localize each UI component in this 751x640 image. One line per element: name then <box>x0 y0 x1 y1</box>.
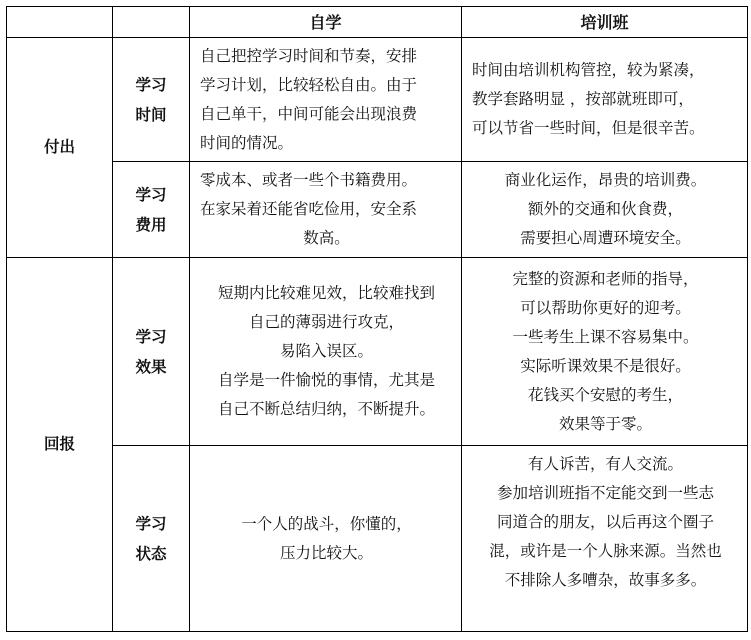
text-line: 混，或许是一个人脉来源。当然也 <box>489 542 722 560</box>
text-line: 商业化运作，昂贵的培训费。 <box>504 171 707 189</box>
header-row <box>7 7 748 38</box>
self-study-effect-cell <box>190 258 462 446</box>
comparison-table <box>6 6 748 632</box>
text-line: 自己把控学习时间和节奏，安排 <box>200 46 418 65</box>
sub-label-line: 学习 <box>135 514 167 533</box>
sub-label-cost <box>113 162 190 258</box>
text-line: 同道合的朋友，以后再这个圈子 <box>496 513 714 531</box>
text-line: 有人诉苦，有人交流。 <box>527 455 683 473</box>
sub-label-line: 状态 <box>135 544 167 563</box>
text-line: 教学套路明显 ，按部就班即可， <box>472 90 694 108</box>
training-effect-cell <box>462 258 748 446</box>
sub-label-effect <box>113 258 190 446</box>
text-line: 易陷入误区。 <box>279 342 373 360</box>
sub-label-line: 费用 <box>135 215 167 234</box>
sub-label-state <box>113 446 190 632</box>
comparison-table-wrapper <box>6 6 748 632</box>
text-line: 数高。 <box>303 229 350 247</box>
text-line: 花钱买个安慰的考生， <box>527 385 683 404</box>
sub-label-line: 效果 <box>135 357 167 376</box>
self-study-time-cell <box>190 38 462 162</box>
text-line: 自学是一件愉悦的事情，尤其是 <box>217 371 435 389</box>
text-line: 可以帮助你更好的迎考。 <box>520 298 691 317</box>
text-line: 时间由培训机构管控，较为紧凑， <box>472 61 705 79</box>
text-line: 自己的薄弱进行攻克， <box>248 313 404 331</box>
text-line: 自己单干，中间可能会出现浪费 <box>200 104 418 123</box>
sub-label-line: 时间 <box>135 105 167 124</box>
text-line: 时间的情况。 <box>200 133 294 152</box>
table-row <box>7 446 748 632</box>
text-line: 学习计划，比较轻松自由。由于 <box>200 75 418 94</box>
text-line: 短期内比较难见效，比较难找到 <box>217 284 435 302</box>
header-blank-cell-2 <box>113 7 190 38</box>
text-line: 一些考生上课不容易集中。 <box>512 327 699 346</box>
text-line: 自己不断总结归纳，不断提升。 <box>217 400 435 418</box>
training-time-cell <box>462 38 748 162</box>
text-line: 零成本、或者一些个书籍费用。 <box>200 171 418 189</box>
training-state-cell <box>462 446 748 632</box>
text-line: 一个人的战斗，你懂的， <box>241 514 412 533</box>
group-label-return: 回报 <box>7 258 113 632</box>
sub-label-line: 学习 <box>135 75 167 94</box>
table-row <box>7 258 748 446</box>
sub-label-line: 学习 <box>135 327 167 346</box>
table-row <box>7 162 748 258</box>
text-line: 压力比较大。 <box>279 543 373 562</box>
table-row <box>7 38 748 162</box>
text-line: 效果等于零。 <box>558 414 652 433</box>
header-blank-cell <box>7 7 113 38</box>
text-line: 在家呆着还能省吃俭用，安全系 <box>200 200 418 218</box>
training-cost-cell <box>462 162 748 258</box>
text-line: 可以节省一些时间，但是很辛苦。 <box>472 119 705 137</box>
header-training: 培训班 <box>462 7 748 38</box>
header-self-study: 自学 <box>190 7 462 38</box>
self-study-cost-cell <box>190 162 462 258</box>
text-line: 需要担心周遭环境安全。 <box>520 229 691 247</box>
text-line: 实际听课效果不是很好。 <box>520 356 691 375</box>
text-line: 不排除人多嘈杂，故事多多。 <box>504 571 707 589</box>
group-label-cost: 付出 <box>7 38 113 258</box>
text-line: 额外的交通和伙食费， <box>527 200 683 218</box>
self-study-state-cell <box>190 446 462 632</box>
text-line: 参加培训班指不定能交到一些志 <box>496 484 714 502</box>
sub-label-time <box>113 38 190 162</box>
sub-label-line: 学习 <box>135 185 167 204</box>
text-line: 完整的资源和老师的指导， <box>512 269 699 288</box>
